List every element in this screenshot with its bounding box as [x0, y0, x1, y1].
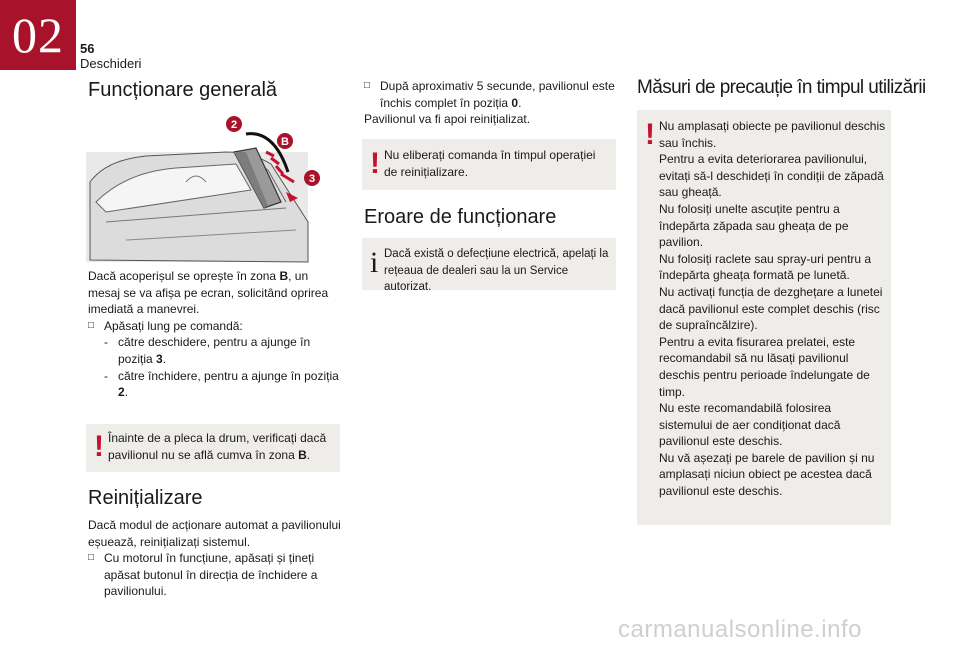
dash-item: - către deschidere, pentru a ajunge în poziția 3. — [104, 335, 311, 366]
precaution-line: Pentru a evita deteriorarea pavilionului, evitați să-l deschideți în condiții de zăpadă sau gheață. — [659, 152, 884, 200]
info-box — [362, 238, 616, 294]
paragraph: Dacă modul de acționare automat a pavilionului eșuează, reinițializați sistemul. — [88, 518, 341, 549]
paragraph: Dacă acoperișul se oprește în zona B, un mesaj se va afișa pe ecran, solicitând oprirea imediată a manevrei. — [88, 269, 329, 317]
info-text: Dacă există o defecțiune electrică, apelați la rețeaua de dealeri sau la un Service autorizat. — [384, 248, 609, 294]
chapter-badge: 02 — [0, 0, 76, 70]
bullet-item: □ Cu motorul în funcțiune, apăsați și țineți apăsat butonul în direcția de închidere a pavilionului. — [88, 550, 342, 600]
heading-malfunction: Eroare de funcționare — [364, 206, 557, 228]
warning-box — [86, 424, 340, 472]
precaution-line: Nu folosiți raclete sau spray-uri pentru a îndepărta gheața formată pe lunetă. — [659, 251, 872, 283]
dash-item: - către închidere, pentru a ajunge în poziția 2. — [104, 368, 339, 400]
heading-general-operation: Funcționare generală — [88, 79, 278, 101]
heading-precautions: Măsuri de precauție în timpul utilizării — [637, 77, 926, 98]
bullet-item: □ Apăsați lung pe comandă: — [88, 318, 340, 335]
warning-box — [637, 110, 891, 525]
warning-icon: ! — [645, 118, 655, 151]
page-number: 56 — [80, 41, 95, 56]
bullet-item: □ După aproximativ 5 secunde, pavilionul este închis complet în poziția 0. — [364, 78, 618, 111]
paragraph: Pavilionul va fi apoi reinițializat. — [364, 112, 531, 127]
heading-reinitialization: Reinițializare — [88, 487, 203, 509]
zone-label-b: B — [281, 136, 289, 148]
warning-box — [362, 139, 616, 190]
sunroof-illustration — [86, 112, 336, 264]
car-roof-drawing — [86, 112, 336, 264]
position-label-3: 3 — [308, 173, 316, 185]
precaution-line: Nu activați funcția de dezghețare a lunetei dacă pavilionul este complet deschis (risc de supraîncălzire). — [659, 284, 883, 333]
warning-text: Nu eliberați comanda în timpul operației de reinițializare. — [384, 148, 596, 179]
precautions-text — [659, 118, 887, 500]
precaution-line: Nu amplasați obiecte pe pavilionul deschis sau închis. — [659, 119, 886, 150]
precaution-line: Nu folosiți unelte ascuțite pentru a îndepărta zăpada sau gheața de pe pavilion. — [659, 201, 849, 250]
precaution-line: Nu vă așezați pe barele de pavilion și nu amplasați niciun obiect pe acestea dacă pavilionul este deschis. — [659, 450, 875, 499]
general-operation-text — [88, 268, 340, 401]
section-name: Deschideri — [80, 56, 142, 71]
position-label-2: 2 — [230, 119, 238, 131]
precaution-line: Pentru a evita fisurarea prelatei, este recomandabil să nu lăsați pavilionul deschis pentru perioade îndelungate de timp. — [659, 334, 870, 399]
watermark: carmanualsonline.info — [618, 616, 862, 643]
reinitialization-text — [88, 517, 342, 600]
precaution-line: Nu este recomandabilă folosirea sistemului de aer condiționat dacă pavilionul este deschis. — [659, 401, 841, 449]
info-icon: i — [370, 246, 379, 279]
warning-icon: ! — [94, 430, 104, 463]
warning-text: Înainte de a pleca la drum, verificați dacă pavilionul nu se află cumva în zona B. — [108, 431, 327, 462]
warning-icon: ! — [370, 147, 380, 180]
reinit-continued-text — [364, 78, 618, 128]
